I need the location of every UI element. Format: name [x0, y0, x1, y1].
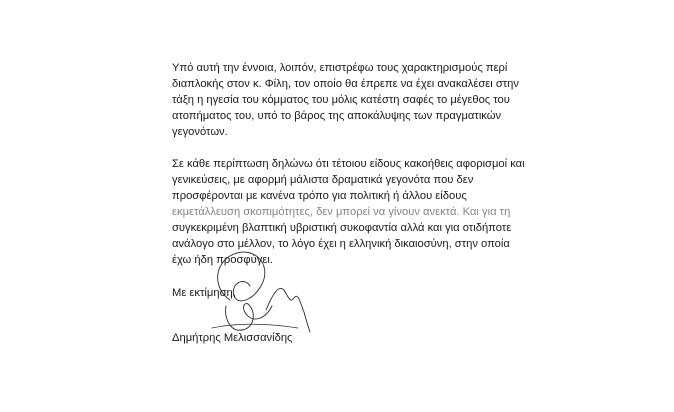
paragraph-line: ατοπήματος του, υπό το βάρος της αποκάλυψης των πραγματικών — [172, 110, 502, 122]
letter-paragraph-1 — [172, 60, 519, 140]
closing-salutation: Με εκτίμηση, — [172, 287, 236, 299]
paragraph-line: προσφέρονται με κανένα τρόπο για πολιτική ή άλλου είδους — [172, 190, 467, 202]
paragraph-line: ανάλογο στο μέλλον, το λόγο έχει η ελληνική δικαιοσύνη, στην οποία — [172, 238, 510, 250]
paragraph-line: Υπό αυτή την έννοια, λοιπόν, επιστρέφω τους χαρακτηρισμούς περί — [172, 62, 508, 74]
paragraph-line: τάξη η ηγεσία του κόμματος του μόλις κατέστη σαφές το μέγεθος του — [172, 94, 510, 106]
paragraph-line: γεγονότων. — [172, 126, 228, 138]
paragraph-line: Σε κάθε περίπτωση δηλώνω ότι τέτοιου είδους κακοήθεις αφορισμοί και — [172, 158, 525, 170]
paragraph-line: εκμετάλλευση σκοπιμότητες, δεν μπορεί να γίνουν ανεκτά. Και για τη — [172, 206, 511, 218]
paragraph-line: έχω ήδη προσφύγει. — [172, 254, 273, 266]
paragraph-line: γενικεύσεις, με αφορμή μάλιστα δραματικά γεγονότα που δεν — [172, 174, 474, 186]
signer-name: Δημήτρης Μελισσανίδης — [172, 332, 293, 344]
paragraph-line: διαπλοκής στον κ. Φίλη, τον οποίο θα έπρεπε να έχει ανακαλέσει στην — [172, 78, 519, 90]
paragraph-line: συγκεκριμένη βλαπτική υβριστική συκοφαντία αλλά και για οτιδήποτε — [172, 222, 512, 234]
